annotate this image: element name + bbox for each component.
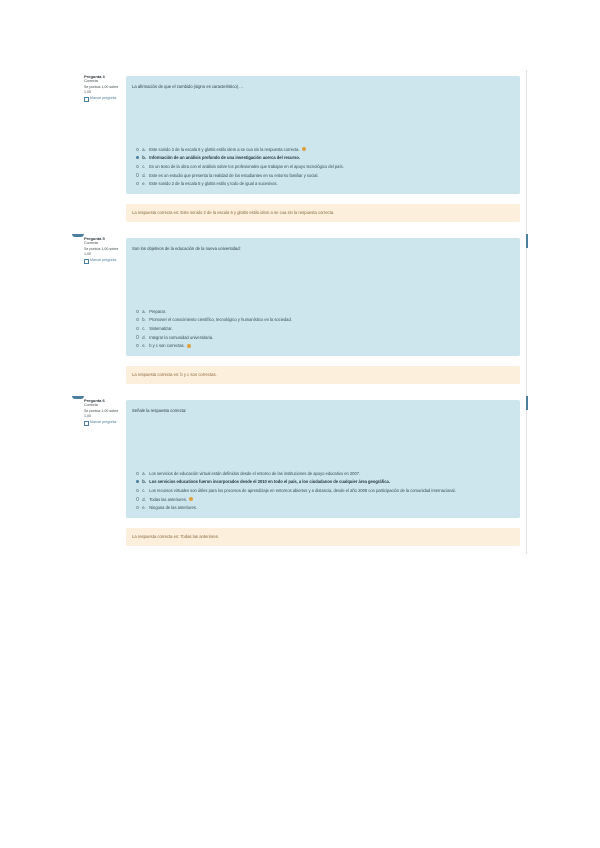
question-text: La afirmación de que el zumbido (signo es característico) ... [132, 84, 243, 89]
question-6 [78, 398, 528, 550]
answer-options [136, 145, 344, 188]
option-letter: b. [142, 479, 146, 485]
question-status: Correcta [84, 403, 98, 408]
flag-label: Marcar pregunta [90, 419, 117, 424]
flag-label: Marcar pregunta [90, 95, 117, 100]
option-letter: a. [142, 146, 146, 152]
option-letter: d. [142, 496, 146, 502]
flag-question-link[interactable] [84, 258, 122, 264]
option-letter: e. [142, 343, 146, 349]
question-score: Se puntúa 1,00 sobre 1,00 [84, 408, 119, 419]
option-letter: a. [142, 470, 146, 476]
answer-option[interactable] [136, 179, 344, 188]
option-text: Preparar. [149, 308, 167, 314]
question-text: Señale la respuesta correcta: [132, 408, 187, 413]
question-text: Son los objetivos de la educación de la nueva universidad: [132, 246, 241, 251]
option-letter: b. [142, 155, 146, 161]
option-text: Todas las anteriores. [149, 496, 187, 502]
flag-question-link[interactable] [84, 96, 122, 102]
question-panel [126, 238, 520, 356]
option-letter: c. [142, 325, 146, 331]
radio-icon[interactable] [136, 182, 139, 185]
feedback-text: La respuesta correcta es: Todas las anteriores. [132, 534, 219, 539]
correct-answer-feedback [126, 366, 520, 384]
question-info [84, 236, 122, 264]
option-text: Promover el conocimiento científico, tecnológico y humanístico en la sociedad. [149, 317, 292, 323]
option-letter: c. [142, 487, 146, 493]
question-marker-right [526, 396, 528, 410]
flag-label: Marcar pregunta [90, 257, 117, 262]
answer-option[interactable] [136, 333, 292, 342]
feedback-text: La respuesta correcta es: Este sonido 2 de la escala 5 y glottis estilo idem a se cua sin la respuesta correcta. [132, 210, 335, 215]
radio-icon[interactable] [136, 335, 139, 338]
answer-option[interactable] [136, 324, 292, 333]
correct-mark-icon [189, 497, 193, 501]
answer-option[interactable] [136, 486, 456, 495]
option-text: Sistematizar. [149, 325, 173, 331]
question-4 [78, 74, 528, 228]
question-number: Pregunta 4 [84, 74, 105, 79]
radio-icon[interactable] [136, 472, 139, 475]
correct-answer-feedback [126, 204, 520, 222]
option-letter: d. [142, 334, 146, 340]
answer-option[interactable] [136, 341, 292, 350]
option-text: Es un texto de la obra con el análisis sobre los profesionales que trabajan en el apoyo tecnológico del país. [149, 163, 344, 169]
answer-option[interactable] [136, 307, 292, 316]
option-letter: a. [142, 308, 146, 314]
question-status: Correcta [84, 241, 98, 246]
option-letter: e. [142, 505, 146, 511]
answer-option[interactable] [136, 495, 456, 504]
answer-option-selected[interactable] [136, 154, 344, 163]
option-text: Los recursos virtuales son útiles para los procesos de aprendizaje en entornos abiertos y a distancia, desde el año 2008 con participación de la comunidad internacional. [149, 487, 456, 493]
correct-answer-feedback [126, 528, 520, 546]
answer-option[interactable] [136, 503, 456, 512]
radio-icon[interactable] [136, 165, 139, 168]
question-number: Pregunta 5 [84, 236, 105, 241]
answer-option[interactable] [136, 145, 344, 154]
radio-icon[interactable] [136, 506, 139, 509]
option-text: Los servicios educativos fueron incorporados desde el 2010 en todo el país, a los ciudadanos de cualquier área geográfica. [149, 479, 390, 485]
flag-question-link[interactable] [84, 420, 122, 426]
answer-options [136, 307, 292, 350]
answer-option[interactable] [136, 469, 456, 478]
option-text: Integrar la comunidad universitaria. [149, 334, 214, 340]
radio-icon[interactable] [136, 318, 139, 321]
question-score: Se puntúa 1,00 sobre 1,00 [84, 84, 119, 95]
feedback-text: La respuesta correcta es: b y c son correctas. [132, 372, 217, 377]
radio-icon[interactable] [136, 489, 139, 492]
option-text: Los servicios de educación virtual están definidos desde el entorno de las instituciones de apoyo educativo en 2007. [149, 470, 361, 476]
quiz-review-page [78, 70, 528, 554]
answer-option[interactable] [136, 162, 344, 171]
radio-icon[interactable] [136, 156, 139, 159]
question-marker-left [72, 396, 84, 399]
radio-icon[interactable] [136, 173, 139, 176]
question-info [84, 74, 122, 102]
option-letter: b. [142, 317, 146, 323]
flag-icon [84, 421, 89, 426]
option-text: b y c son correctas. [149, 343, 185, 349]
radio-icon[interactable] [136, 327, 139, 330]
flag-icon [84, 259, 89, 264]
option-text: Este sonido 2 de la escala 5 y glottis estilo y todo de igual a sucesivos. [149, 181, 278, 187]
answer-option-selected[interactable] [136, 478, 456, 487]
correct-mark-icon [302, 147, 306, 151]
radio-icon[interactable] [136, 148, 139, 151]
option-text: Información de un análisis profundo de una investigación acerca del recurso. [149, 155, 301, 161]
radio-icon[interactable] [136, 310, 139, 313]
question-panel [126, 400, 520, 518]
answer-option[interactable] [136, 316, 292, 325]
correct-mark-icon [187, 344, 191, 348]
question-panel [126, 76, 520, 194]
radio-icon[interactable] [136, 344, 139, 347]
flag-icon [84, 97, 89, 102]
question-score: Se puntúa 1,00 sobre 1,00 [84, 246, 119, 257]
option-text: Este es un estudio que presenta la realidad de los estudiantes en su entorno familiar y social. [149, 172, 319, 178]
option-text: Ninguna de las anteriores. [149, 505, 197, 511]
question-number: Pregunta 6 [84, 398, 105, 403]
answer-option[interactable] [136, 171, 344, 180]
question-marker-right [526, 234, 528, 248]
question-marker-left [72, 234, 84, 237]
question-5 [78, 236, 528, 390]
option-letter: e. [142, 181, 146, 187]
option-letter: d. [142, 172, 146, 178]
question-status: Correcta [84, 79, 98, 84]
radio-icon[interactable] [136, 497, 139, 500]
answer-options [136, 469, 456, 512]
radio-icon[interactable] [136, 480, 139, 483]
option-letter: c. [142, 163, 146, 169]
option-text: Este sonido 2 de la escala 5 y glottis estilo idem a se cua sin la respuesta correcta. [149, 146, 300, 152]
question-info [84, 398, 122, 426]
